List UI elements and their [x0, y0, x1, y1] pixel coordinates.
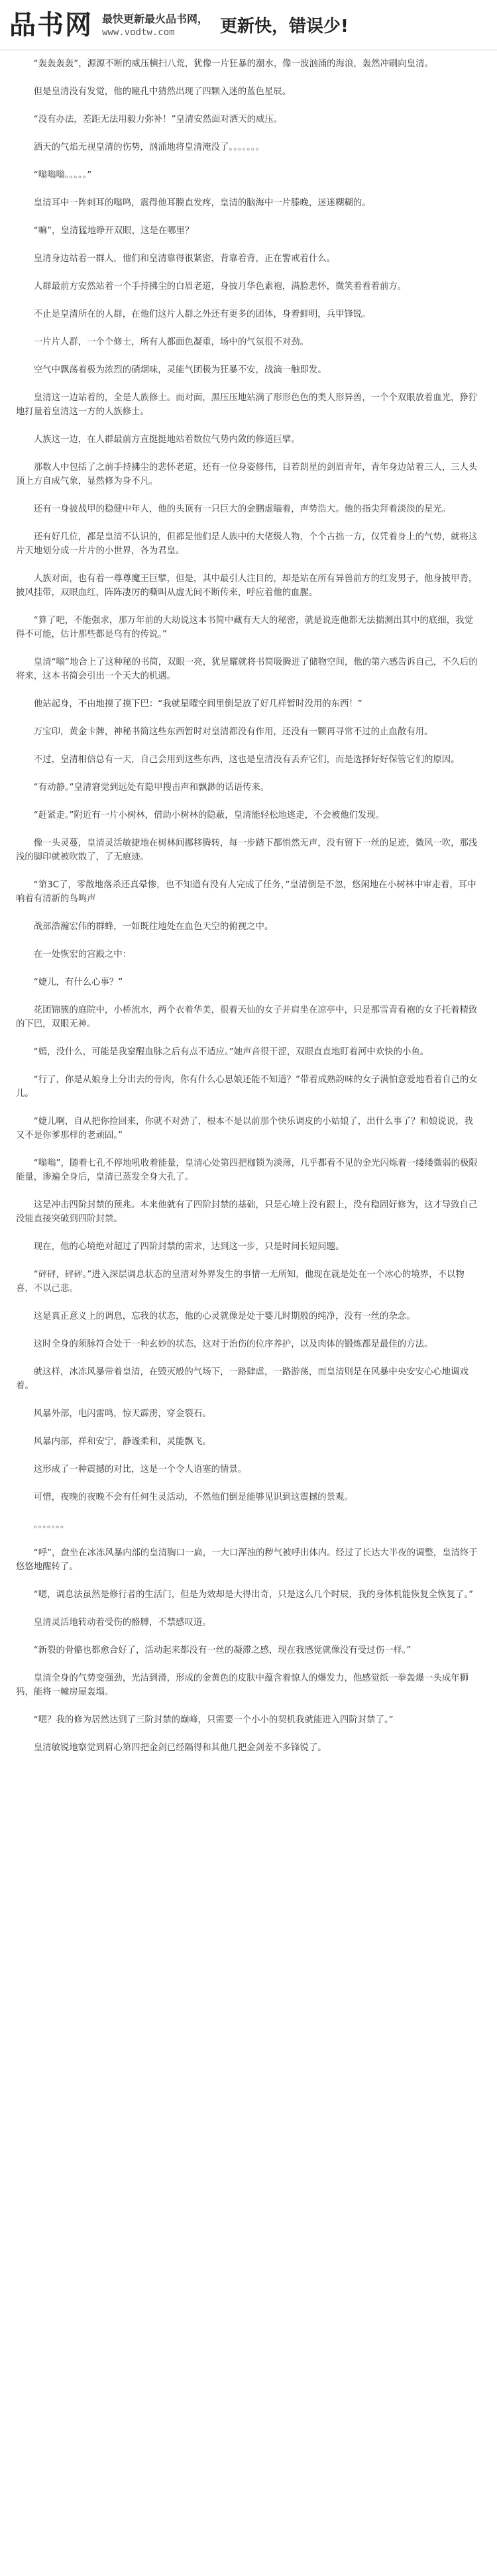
story-paragraph: 像一头灵蔓，皇清灵活敏捷地在树林间挪移腾转，每一步踏下都悄然无声，没有留下一丝的足迹，微风一吹，那浅浅的脚印就被吹散了，了无痕迹。	[16, 838, 478, 862]
story-paragraph: 这形成了一种震撼的对比，这是一个令人语塞的情景。	[33, 1465, 247, 1475]
story-paragraph	[16, 1504, 481, 1518]
story-paragraph: “赶紧走。”附近有一片小树林，借助小树林的隐蔽，皇清能轻松地逃走，不会被他们发现。	[33, 811, 385, 820]
story-paragraph: “嗯？我的修为居然达到了三阶封禁的巅峰，只需要一个小小的契机我就能进入四阶封禁了。”	[33, 1715, 394, 1725]
story-paragraph: 皇清身边站着一群人，他们和皇清靠得很紧密，背靠着背，正在警戒着什么。	[33, 254, 336, 264]
story-paragraph: 在一处恢宏的宫殿之中：	[33, 950, 132, 960]
story-paragraph: 就这样，冰冻风暴带着皇清，在毁灭般的气场下，一路肆虐，一路游荡，而皇清则是在风暴中央安安心心地调戏着。	[16, 1367, 469, 1391]
story-paragraph: 。。。。。。。	[33, 1520, 70, 1530]
story-paragraph: 那数人中包括了之前手持拂尘的悲怀老道，还有一位身姿修伟，目若朗星的剑眉青年，青年身边站着三人，三人头顶上方自成气象，显然修为身不凡。	[16, 463, 478, 486]
story-paragraph: “嫣，没什么，可能是我窒醒血脉之后有点不适应。”她声音很干涩，双眼直直地盯着河中欢快的小鱼。	[33, 1047, 429, 1057]
story-paragraph	[16, 1101, 481, 1115]
site-header	[0, 0, 497, 50]
story-paragraph	[16, 447, 481, 461]
story-paragraph	[16, 1226, 481, 1240]
story-paragraph	[16, 1630, 481, 1644]
story-paragraph: “有动静。”皇清窘觉到远处有隐甲搜击声和飘渺的话语传来。	[33, 783, 270, 793]
story-paragraph: 皇清敏锐地察觉到眉心第四把金剑已经隔得和其他几把金剑差不多锋锐了。	[33, 1743, 327, 1753]
story-paragraph: “嘛”，皇清猛地睁开双眼，这是在哪里？	[33, 226, 194, 236]
story-paragraph: 现在，他的心境绝对超过了四阶封禁的需求，达到这一步，只是时间长短问题。	[33, 1242, 345, 1252]
story-paragraph	[16, 266, 481, 280]
story-paragraph	[16, 767, 481, 781]
story-paragraph: “嗡嗡嗡。。。。。”	[33, 170, 92, 180]
story-paragraph	[16, 1574, 481, 1588]
story-paragraph: 可惜，夜晚的夜晚不会有任何生灵活动，不然他们倒是能够见识到这震撼的景观。	[33, 1492, 353, 1502]
story-paragraph: 人群最前方安然站着一个手持拂尘的白眉老道，身披月华色素袍，满脸悲怀，微笑着看着前方。	[33, 282, 407, 292]
story-paragraph: “轰轰轰轰”，源源不断的威压横扫八荒，犹像一片狂暴的潮水，像一波汹涌的海浪，轰然冲刷向皇清。	[33, 59, 433, 69]
story-paragraph	[16, 1184, 481, 1198]
story-paragraph	[16, 1657, 481, 1671]
story-paragraph: “砰砰，砰砰。”进入深层调息状态的皇清对外界发生的事情一无所知，他现在就是处在一个冰心的境界，不以物喜，不以己悲。	[16, 1270, 465, 1294]
story-paragraph: “新裂的骨骼也都愈合好了，活动起来都没有一丝的凝滞之感，现在我感觉就像没有受过伤一样。”	[33, 1646, 412, 1655]
story-paragraph	[16, 1699, 481, 1713]
story-paragraph: 洒天的气焰无视皇清的伤势，汹涌地将皇清淹没了。。。。。。。	[33, 142, 264, 152]
story-paragraph: 空气中飘荡着极为浓烈的硝烟味，灵能气团极为狂暴不安，战滴一触即发。	[33, 365, 327, 375]
story-paragraph	[16, 349, 481, 363]
story-paragraph	[16, 1031, 481, 1045]
story-paragraph	[16, 71, 481, 85]
header-tagline: 更新快，错误少!	[220, 17, 349, 36]
story-paragraph: “第3C了，零散地落杀还真晕惨，也不知道有没有人完成了任务，”皇清倒是不忽，悠闲地在小树林中审走着，耳中响着有清新的鸟鸣声	[16, 880, 476, 904]
story-paragraph	[16, 934, 481, 948]
story-paragraph: “没有办法，差距无法用毅力弥补！”皇清安然面对洒天的威压。	[33, 115, 283, 125]
story-paragraph: “嗡嗡”，随着七孔不停地吼收着能量，皇清心处第四把枷锁为淡薄，几乎都看不见的金光闪烁着一缕缕微弱的极限能量，渗遍全身后，皇清已蒸发全身大孔了。	[16, 1158, 478, 1182]
story-paragraph: 还有好几位，都是皇清不认识的，但都是他们是人族中的大佬级人物，个个古拙一方，仅凭着身上的气势，就将这片天地划分成一片片的小世界，各为君皇。	[16, 532, 478, 556]
story-paragraph	[16, 154, 481, 168]
story-paragraph	[16, 294, 481, 308]
story-paragraph	[16, 1477, 481, 1490]
story-paragraph: 还有一身披战甲的稳健中年人，他的头顶有一只巨大的金鹏虚瞄着，声势浩大。他的指尖拜着淡淡的星光。	[33, 504, 451, 514]
story-paragraph: 人族这一边，在人群最前方直挺挺地站着数位气势内敛的修道巨擘。	[33, 435, 300, 445]
story-paragraph	[16, 210, 481, 224]
story-paragraph	[16, 127, 481, 140]
story-paragraph: 风暴外部，电闪雷鸣，惊天霹雳，穿金裂石。	[33, 1409, 211, 1419]
story-paragraph: “嗯，调息法虽然是修行者的生活门，但是为效却是大得出奇，只是这么几个时辰，我的身体机能恢复全恢复了。”	[33, 1590, 474, 1600]
story-paragraph	[16, 1059, 481, 1073]
story-paragraph: “呼”，盘坐在冰冻风暴内部的皇清胸口一扁，一大口浑浊的秽气被呼出体内。经过了长达大半夜的调整，皇清终于悠悠地醒转了。	[16, 1548, 478, 1572]
story-paragraph	[16, 864, 481, 878]
story-paragraph	[16, 1393, 481, 1407]
story-paragraph	[16, 1727, 481, 1741]
story-paragraph	[16, 683, 481, 697]
story-paragraph	[16, 822, 481, 836]
story-paragraph: 皇清耳中一阵刺耳的嗡鸣，震得他耳膜直发疼，皇清的脑海中一片滕晚，迷迷糊糊的。	[33, 198, 371, 208]
story-paragraph	[16, 1351, 481, 1365]
story-paragraph	[16, 989, 481, 1003]
site-url[interactable]: www.vodtw.com	[102, 27, 175, 38]
story-paragraph	[16, 1532, 481, 1546]
story-paragraph: “婕儿，有什么心事？”	[33, 978, 123, 987]
story-paragraph	[16, 377, 481, 391]
story-paragraph	[16, 906, 481, 920]
story-paragraph	[16, 1449, 481, 1463]
story-paragraph: 他站起身，不由地摸了摸下巴：“我就星曜空间里倒是放了好几样暂时没用的东西！”	[33, 699, 362, 709]
story-paragraph	[16, 1296, 481, 1310]
story-paragraph	[16, 99, 481, 113]
story-paragraph: 皇清这一边站着的，全是人族修士。而对面，黑压压地站满了形形色色的类人形异兽，一个个双眼放着血光，狰狞地打量着皇清这一方的人族修士。	[16, 393, 478, 417]
site-logo[interactable]: 品书网	[9, 9, 93, 40]
story-paragraph	[16, 419, 481, 433]
story-paragraph	[16, 600, 481, 614]
story-paragraph	[16, 321, 481, 335]
story-paragraph	[16, 739, 481, 753]
story-paragraph: 一片片人群，一个个修士，所有人都面色凝重，场中的气氛很不对劲。	[33, 337, 309, 347]
story-paragraph: 花团锦簇的庭院中，小桥流水，两个衣着华美，很着天仙的女子并肩坐在凉亭中，只是那雪青看袍的女子托着精致的下巴，双眼无神。	[16, 1005, 478, 1029]
story-paragraph: 这是冲击四阶封禁的预兆。本来他就有了四阶封禁的基础，只是心境上没有跟上，没有稳固好修为，这才导致自己没能直接突破到四阶封禁。	[16, 1200, 478, 1224]
story-paragraph	[16, 1421, 481, 1435]
story-paragraph: 皇清全身的气势变强劲，光洁到滑，形成的金黄色的皮肤中蕴含着惊人的爆发力，他感觉纸一拳轰爆一头成年狮犸，能将一幢房屋轰塌。	[16, 1673, 469, 1697]
story-paragraph: 皇清灵活地转动着受伤的骼膊，不禁感叹道。	[33, 1618, 211, 1628]
story-paragraph	[16, 1254, 481, 1268]
story-paragraph: 这是真正意义上的调息，忘我的状态，他的心灵就像是处于婴儿时期般的纯净，没有一丝的杂念。	[33, 1312, 415, 1321]
story-paragraph	[16, 558, 481, 572]
story-paragraph	[16, 962, 481, 976]
story-paragraph: “行了，你是从娘身上分出去的骨肉，你有什么心思娘还能不知道？”带着成熟韵味的女子满怕意爱地看着自己的女儿。	[16, 1075, 478, 1099]
story-paragraph: 万宝印，黄金卡牌，神秘书简这些东西暂时对皇清都没有作用，还没有一颗再寻常不过的止血散有用。	[33, 727, 433, 737]
story-paragraph	[16, 642, 481, 655]
story-paragraph: 不止是皇清所在的人群，在他们这片人群之外还有更多的团体，身着鲜明，兵甲锋锐。	[33, 309, 371, 319]
story-paragraph: 但是皇清没有发觉，他的瞳孔中猜然出现了四颗入迷的蓝色星辰。	[33, 87, 292, 97]
story-paragraph	[16, 516, 481, 530]
chapter-content	[0, 50, 497, 1755]
story-paragraph: “婕儿啊，自从把你捡回来，你就不对劲了，根本不是以前那个快乐调皮的小姑娘了，出什么事了？和娘说说，我又不是你爹那样的老顽固。”	[16, 1117, 473, 1141]
story-paragraph: 风暴内部，祥和安宁，静谧柔和，灵能飘飞。	[33, 1437, 211, 1447]
story-paragraph	[16, 711, 481, 725]
story-paragraph	[16, 182, 481, 196]
story-paragraph	[16, 795, 481, 809]
story-paragraph	[16, 488, 481, 502]
story-paragraph: “算了吧，不能强求，那万年前的大劫说这本书简中藏有天大的秘密，就是说连他都无法揣测出其中的底细，我觉得不可能，估计那些都是乌有的传说。”	[16, 616, 473, 640]
story-paragraph	[16, 1602, 481, 1616]
story-paragraph: 这时全身的须脉符合处于一种玄妙的状态，这对于治伤的位序养护，以及肉体的锻炼都是最佳的方法。	[33, 1339, 433, 1349]
story-paragraph	[16, 238, 481, 252]
story-paragraph: 人族对面，也有着一尊尊魔王巨擘，但是，其中最引人注目的，却是站在所有异兽前方的红发男子，他身披甲青，披风挂带，双眼血红，阵阵凄厉的嘶叫从虚无间不断传来，呼应着他的血腥。	[16, 574, 478, 598]
story-paragraph	[16, 1323, 481, 1337]
header-info	[102, 12, 208, 38]
story-paragraph: 皇清“嗡”地合上了这种秘的书简，双眼一亮，犹星耀就将书简吸腾进了储物空间，他的第六感告诉自己，不久后的将来，这本书简会引出一个天大的机遇。	[16, 657, 478, 681]
story-paragraph: 不过，皇清相信总有一天，自己会用到这些东西，这也是皇清没有丢弃它们，而是选择好好保管它们的原因。	[33, 755, 460, 765]
story-paragraph: 战部浩瀚宏伟的群蜂，一如既往地处在血色天空的俯视之中。	[33, 922, 274, 932]
story-paragraph	[16, 1143, 481, 1156]
header-slogan: 最快更新最火品书网，	[102, 12, 209, 25]
